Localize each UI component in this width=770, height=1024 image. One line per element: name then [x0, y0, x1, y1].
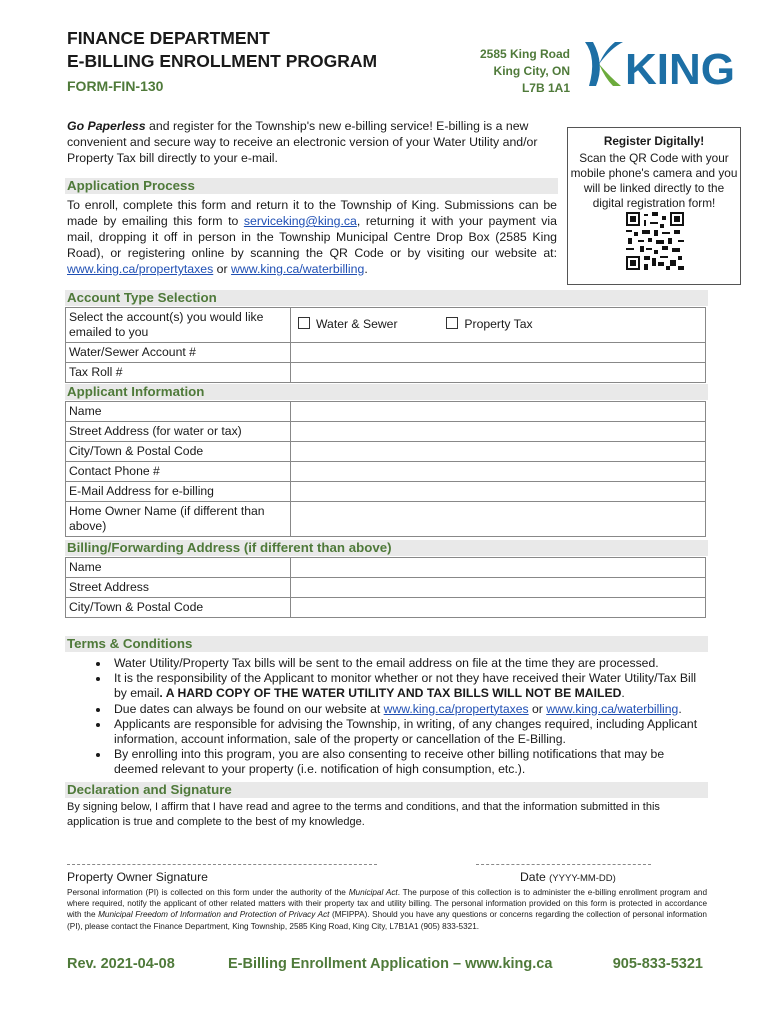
billing-street-input[interactable] — [291, 578, 706, 598]
table-row — [66, 558, 706, 578]
account-options — [291, 308, 706, 343]
table-row — [66, 462, 706, 482]
page-title — [67, 27, 377, 73]
register-text: Scan the QR Code with your mobile phone's camera and you will be linked directly to the digital registration form! — [570, 151, 738, 210]
table-row — [66, 308, 706, 343]
mfippa-act: Municipal Freedom of Information and Protection of Privacy Act — [98, 910, 330, 920]
select-accounts-label: Select the account(s) you would like emailed to you — [66, 308, 291, 343]
list-item: • Applicants are responsible for advising the Township, in writing, of any changes required, including Applicant information, account information, sale of the property or cancellation of the E-Billing. — [110, 717, 710, 747]
application-process-heading: Application Process — [65, 178, 558, 194]
billing-name-input[interactable] — [291, 558, 706, 578]
date-label — [520, 870, 616, 884]
list-item: • By enrolling into this program, you are also consenting to receive other billing notifications that may be deemed relevant to your property (i.e. notification of high consumption, etc.). — [110, 747, 710, 777]
street-address-input[interactable] — [291, 422, 706, 442]
billing-address-table — [65, 557, 706, 618]
date-line[interactable] — [476, 864, 651, 865]
billing-street-label: Street Address — [66, 578, 291, 598]
property-tax-checkbox[interactable] — [446, 317, 458, 329]
applicant-info-table — [65, 401, 706, 537]
privacy-text-2: . The purpose of this collection is to administer the e-billing enrollment program and where required, notify the applicant of other related matters with their property tax and utility billing. The personal information provided on this form is protected in accordance with the — [67, 888, 707, 920]
term-3-or: or — [528, 701, 547, 716]
table-row — [66, 402, 706, 422]
department-address — [480, 46, 570, 97]
declaration-heading: Declaration and Signature — [65, 782, 708, 798]
terms-property-taxes-link[interactable]: www.king.ca/propertytaxes — [383, 701, 529, 716]
table-row — [66, 598, 706, 618]
account-type-heading: Account Type Selection — [65, 290, 708, 306]
address-line-2: King City, ON — [493, 64, 570, 78]
intro-lead: Go Paperless — [67, 119, 146, 133]
signature-line[interactable] — [67, 864, 377, 865]
table-row — [66, 502, 706, 537]
process-or: or — [213, 262, 232, 276]
intro-text: and register for the Township's new e-billing service! E-billing is a new convenient and secure way to receive an electronic version of your Water Utility and/or Property Tax bill directly to your e-mail. — [67, 119, 538, 165]
intro-paragraph — [67, 118, 557, 166]
email-label: E-Mail Address for e-billing — [66, 482, 291, 502]
register-heading: Register Digitally! — [603, 134, 705, 148]
address-line-3: L7B 1A1 — [521, 81, 570, 95]
footer-phone: 905-833-5321 — [612, 956, 703, 972]
home-owner-label: Home Owner Name (if different than above) — [66, 502, 291, 537]
water-sewer-option[interactable] — [294, 317, 443, 332]
water-sewer-checkbox[interactable] — [298, 317, 310, 329]
table-row — [66, 363, 706, 383]
billing-city-input[interactable] — [291, 598, 706, 618]
table-row — [66, 442, 706, 462]
date-label-text: Date — [520, 870, 546, 884]
home-owner-input[interactable] — [291, 502, 706, 537]
water-billing-link[interactable]: www.king.ca/waterbilling — [231, 262, 365, 276]
term-3-text: Due dates can always be found on our website at — [114, 701, 384, 716]
process-text-1: To enroll, complete this form and return it to the Township of King. Submissions can be made by emailing this form to — [67, 198, 557, 228]
address-line-1: 2585 King Road — [479, 47, 570, 61]
email-input[interactable] — [291, 482, 706, 502]
form-id: FORM-FIN-130 — [67, 78, 164, 94]
king-logo — [583, 38, 735, 94]
qr-code[interactable] — [626, 212, 684, 270]
privacy-text-3: (MFIPPA). Should you have any questions or concerns regarding the collection of personal information (PI), please contact the Finance Department, King Township, 2585 King Road, King City, L7B1A1 (905) 833-5321. — [67, 910, 707, 931]
tax-roll-input[interactable] — [291, 363, 706, 383]
terms-list — [90, 656, 710, 778]
revision-date: Rev. 2021-04-08 — [67, 956, 175, 972]
water-account-input[interactable] — [291, 343, 706, 363]
declaration-text: By signing below, I affirm that I have read and agree to the terms and conditions, and that the information submitted in this application is true and complete to the best of my knowledge. — [67, 801, 660, 828]
email-link[interactable]: serviceking@king.ca — [243, 214, 357, 228]
contact-phone-input[interactable] — [291, 462, 706, 482]
privacy-text-1: Personal information (PI) is collected on this form under the authority of the — [67, 888, 349, 897]
list-item: • Water Utility/Property Tax bills will be sent to the email address on file at the time they are processed. — [110, 656, 710, 671]
list-item — [110, 671, 710, 701]
applicant-name-input[interactable] — [291, 402, 706, 422]
street-address-label: Street Address (for water or tax) — [66, 422, 291, 442]
title-line-1: FINANCE DEPARTMENT — [67, 28, 270, 48]
term-3-end: . — [678, 701, 682, 716]
process-text-2: , returning it with your payment via mail, dropping it off in person in the Township Municipal Centre Drop Box (2585 King Road), or registering online by scanning the QR Code or by visiting our website at: — [67, 214, 557, 260]
water-account-label: Water/Sewer Account # — [66, 343, 291, 363]
signature-label: Property Owner Signature — [67, 870, 208, 884]
account-type-table — [65, 307, 706, 383]
footer-title: E-Billing Enrollment Application – www.king.ca — [228, 956, 553, 972]
property-tax-label: Property Tax — [464, 317, 533, 331]
register-digitally-box — [567, 127, 741, 285]
term-2-bold: . A HARD COPY OF THE WATER UTILITY AND TAX BILLS WILL NOT BE MAILED — [159, 686, 622, 701]
terms-water-billing-link[interactable]: www.king.ca/waterbilling — [546, 701, 679, 716]
city-postal-input[interactable] — [291, 442, 706, 462]
table-row — [66, 422, 706, 442]
city-postal-label: City/Town & Postal Code — [66, 442, 291, 462]
billing-address-heading: Billing/Forwarding Address (if different than above) — [65, 540, 708, 556]
application-process-text — [67, 197, 557, 277]
title-line-2: E-BILLING ENROLLMENT PROGRAM — [67, 51, 378, 71]
tax-roll-label: Tax Roll # — [66, 363, 291, 383]
logo-wordmark: KING — [625, 45, 735, 94]
applicant-info-heading: Applicant Information — [65, 384, 708, 400]
date-format: (YYYY-MM-DD) — [549, 873, 616, 884]
table-row — [66, 343, 706, 363]
applicant-name-label: Name — [66, 402, 291, 422]
municipal-act: Municipal Act — [348, 888, 398, 897]
term-2-end: . — [621, 686, 625, 701]
billing-name-label: Name — [66, 558, 291, 578]
privacy-notice — [67, 887, 707, 932]
water-sewer-label: Water & Sewer — [316, 317, 398, 331]
property-taxes-link[interactable]: www.king.ca/propertytaxes — [67, 262, 214, 276]
table-row — [66, 482, 706, 502]
term-2-text: It is the responsibility of the Applicant to monitor whether or not they have received their Water Utility/Tax Bill by email — [114, 671, 697, 701]
contact-phone-label: Contact Phone # — [66, 462, 291, 482]
billing-city-label: City/Town & Postal Code — [66, 598, 291, 618]
process-end: . — [364, 262, 368, 276]
table-row — [66, 578, 706, 598]
list-item — [110, 702, 710, 717]
terms-heading: Terms & Conditions — [65, 636, 708, 652]
property-tax-option[interactable] — [446, 317, 532, 331]
